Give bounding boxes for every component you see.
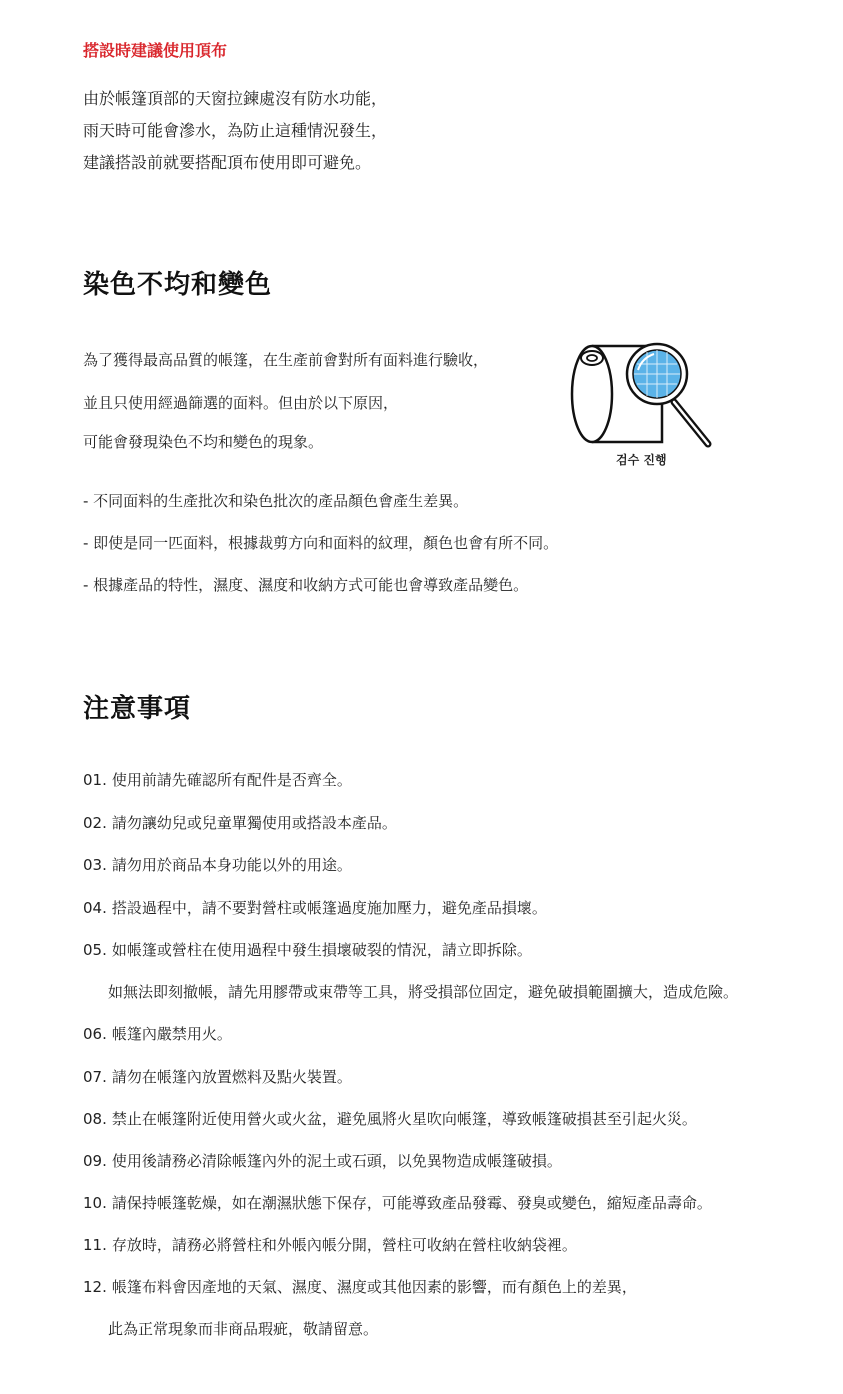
notice-num: 10. bbox=[83, 1194, 107, 1212]
notice-item bbox=[83, 1023, 232, 1044]
top-cloth-heading: 搭設時建議使用頂布 bbox=[83, 41, 228, 60]
notice-text: 請勿用於商品本身功能以外的用途。 bbox=[111, 856, 352, 874]
notice-text: 請保持帳篷乾燥，如在潮濕狀態下保存，可能導致產品發霉、發臭或變色，縮短產品壽命。 bbox=[111, 1194, 712, 1212]
notice-text: 帳篷內嚴禁用火。 bbox=[111, 1025, 232, 1043]
dye-intro-line-1: 為了獲得最高品質的帳篷，在生產前會對所有面料進行驗收， bbox=[83, 351, 489, 369]
notice-item bbox=[83, 1066, 352, 1087]
illustration-caption: 검수 진행 bbox=[616, 453, 667, 467]
notice-text: 請勿在帳篷內放置燃料及點火裝置。 bbox=[111, 1068, 352, 1086]
dye-intro-line-3: 可能會發現染色不均和變色的現象。 bbox=[83, 433, 324, 451]
notice-num: 08. bbox=[83, 1110, 107, 1128]
notice-num: 07. bbox=[83, 1068, 107, 1086]
notice-item bbox=[83, 854, 352, 875]
top-cloth-line-2: 雨天時可能會滲水，為防止這種情況發生， bbox=[83, 121, 388, 140]
notice-text: 存放時，請務必將營柱和外帳內帳分開，營柱可收納在營柱收納袋裡。 bbox=[111, 1236, 577, 1254]
notice-item-continuation bbox=[108, 1318, 378, 1339]
notice-item bbox=[83, 1234, 577, 1255]
notice-num: 11. bbox=[83, 1236, 107, 1254]
dye-bullet-1: - 不同面料的生產批次和染色批次的產品顏色會產生差異。 bbox=[83, 492, 469, 510]
notice-item bbox=[83, 1192, 712, 1213]
notice-text: 禁止在帳篷附近使用營火或火盆，避免風將火星吹向帳篷，導致帳篷破損甚至引起火災。 bbox=[111, 1110, 697, 1128]
notice-num: 12. bbox=[83, 1278, 107, 1296]
top-cloth-line-3: 建議搭設前就要搭配頂布使用即可避免。 bbox=[83, 153, 372, 172]
notice-item bbox=[83, 769, 352, 790]
dye-bullet-2: - 即使是同一匹面料，根據裁剪方向和面料的紋理，顏色也會有所不同。 bbox=[83, 534, 559, 552]
notice-text: 使用後請務必清除帳篷內外的泥土或石頭，以免異物造成帳篷破損。 bbox=[111, 1152, 562, 1170]
notice-num: 09. bbox=[83, 1152, 107, 1170]
notice-item bbox=[83, 1276, 637, 1297]
notice-text: 搭設過程中，請不要對營柱或帳篷過度施加壓力，避免產品損壞。 bbox=[111, 899, 547, 917]
notice-item-continuation bbox=[108, 981, 738, 1002]
dye-section-title: 染色不均和變色 bbox=[83, 270, 273, 300]
notice-num: 06. bbox=[83, 1025, 107, 1043]
notice-num: 04. bbox=[83, 899, 107, 917]
notice-item bbox=[83, 897, 547, 918]
dye-bullet-3: - 根據產品的特性，濕度、濕度和收納方式可能也會導致產品變色。 bbox=[83, 576, 529, 594]
notice-num: 03. bbox=[83, 856, 107, 874]
notice-text: 如無法即刻撤帳，請先用膠帶或束帶等工具，將受損部位固定，避免破損範圍擴大，造成危險。 bbox=[108, 983, 739, 1001]
notice-text: 帳篷布料會因產地的天氣、濕度、濕度或其他因素的影響，而有顏色上的差異， bbox=[111, 1278, 637, 1296]
notice-num: 02. bbox=[83, 814, 107, 832]
notice-item bbox=[83, 1108, 697, 1129]
notice-section-title: 注意事項 bbox=[83, 694, 192, 724]
notice-text: 此為正常現象而非商品瑕疵，敬請留意。 bbox=[108, 1320, 379, 1338]
notice-item bbox=[83, 812, 397, 833]
notice-text: 請勿讓幼兒或兒童單獨使用或搭設本產品。 bbox=[111, 814, 397, 832]
notice-item bbox=[83, 939, 532, 960]
dye-intro-line-2: 並且只使用經過篩選的面料。但由於以下原因， bbox=[83, 394, 399, 412]
top-cloth-line-1: 由於帳篷頂部的天窗拉鍊處沒有防水功能， bbox=[83, 89, 388, 108]
notice-text: 如帳篷或營柱在使用過程中發生損壞破裂的情況，請立即拆除。 bbox=[111, 941, 532, 959]
notice-num: 05. bbox=[83, 941, 107, 959]
notice-text: 使用前請先確認所有配件是否齊全。 bbox=[111, 771, 352, 789]
notice-num: 01. bbox=[83, 771, 107, 789]
notice-item bbox=[83, 1150, 562, 1171]
